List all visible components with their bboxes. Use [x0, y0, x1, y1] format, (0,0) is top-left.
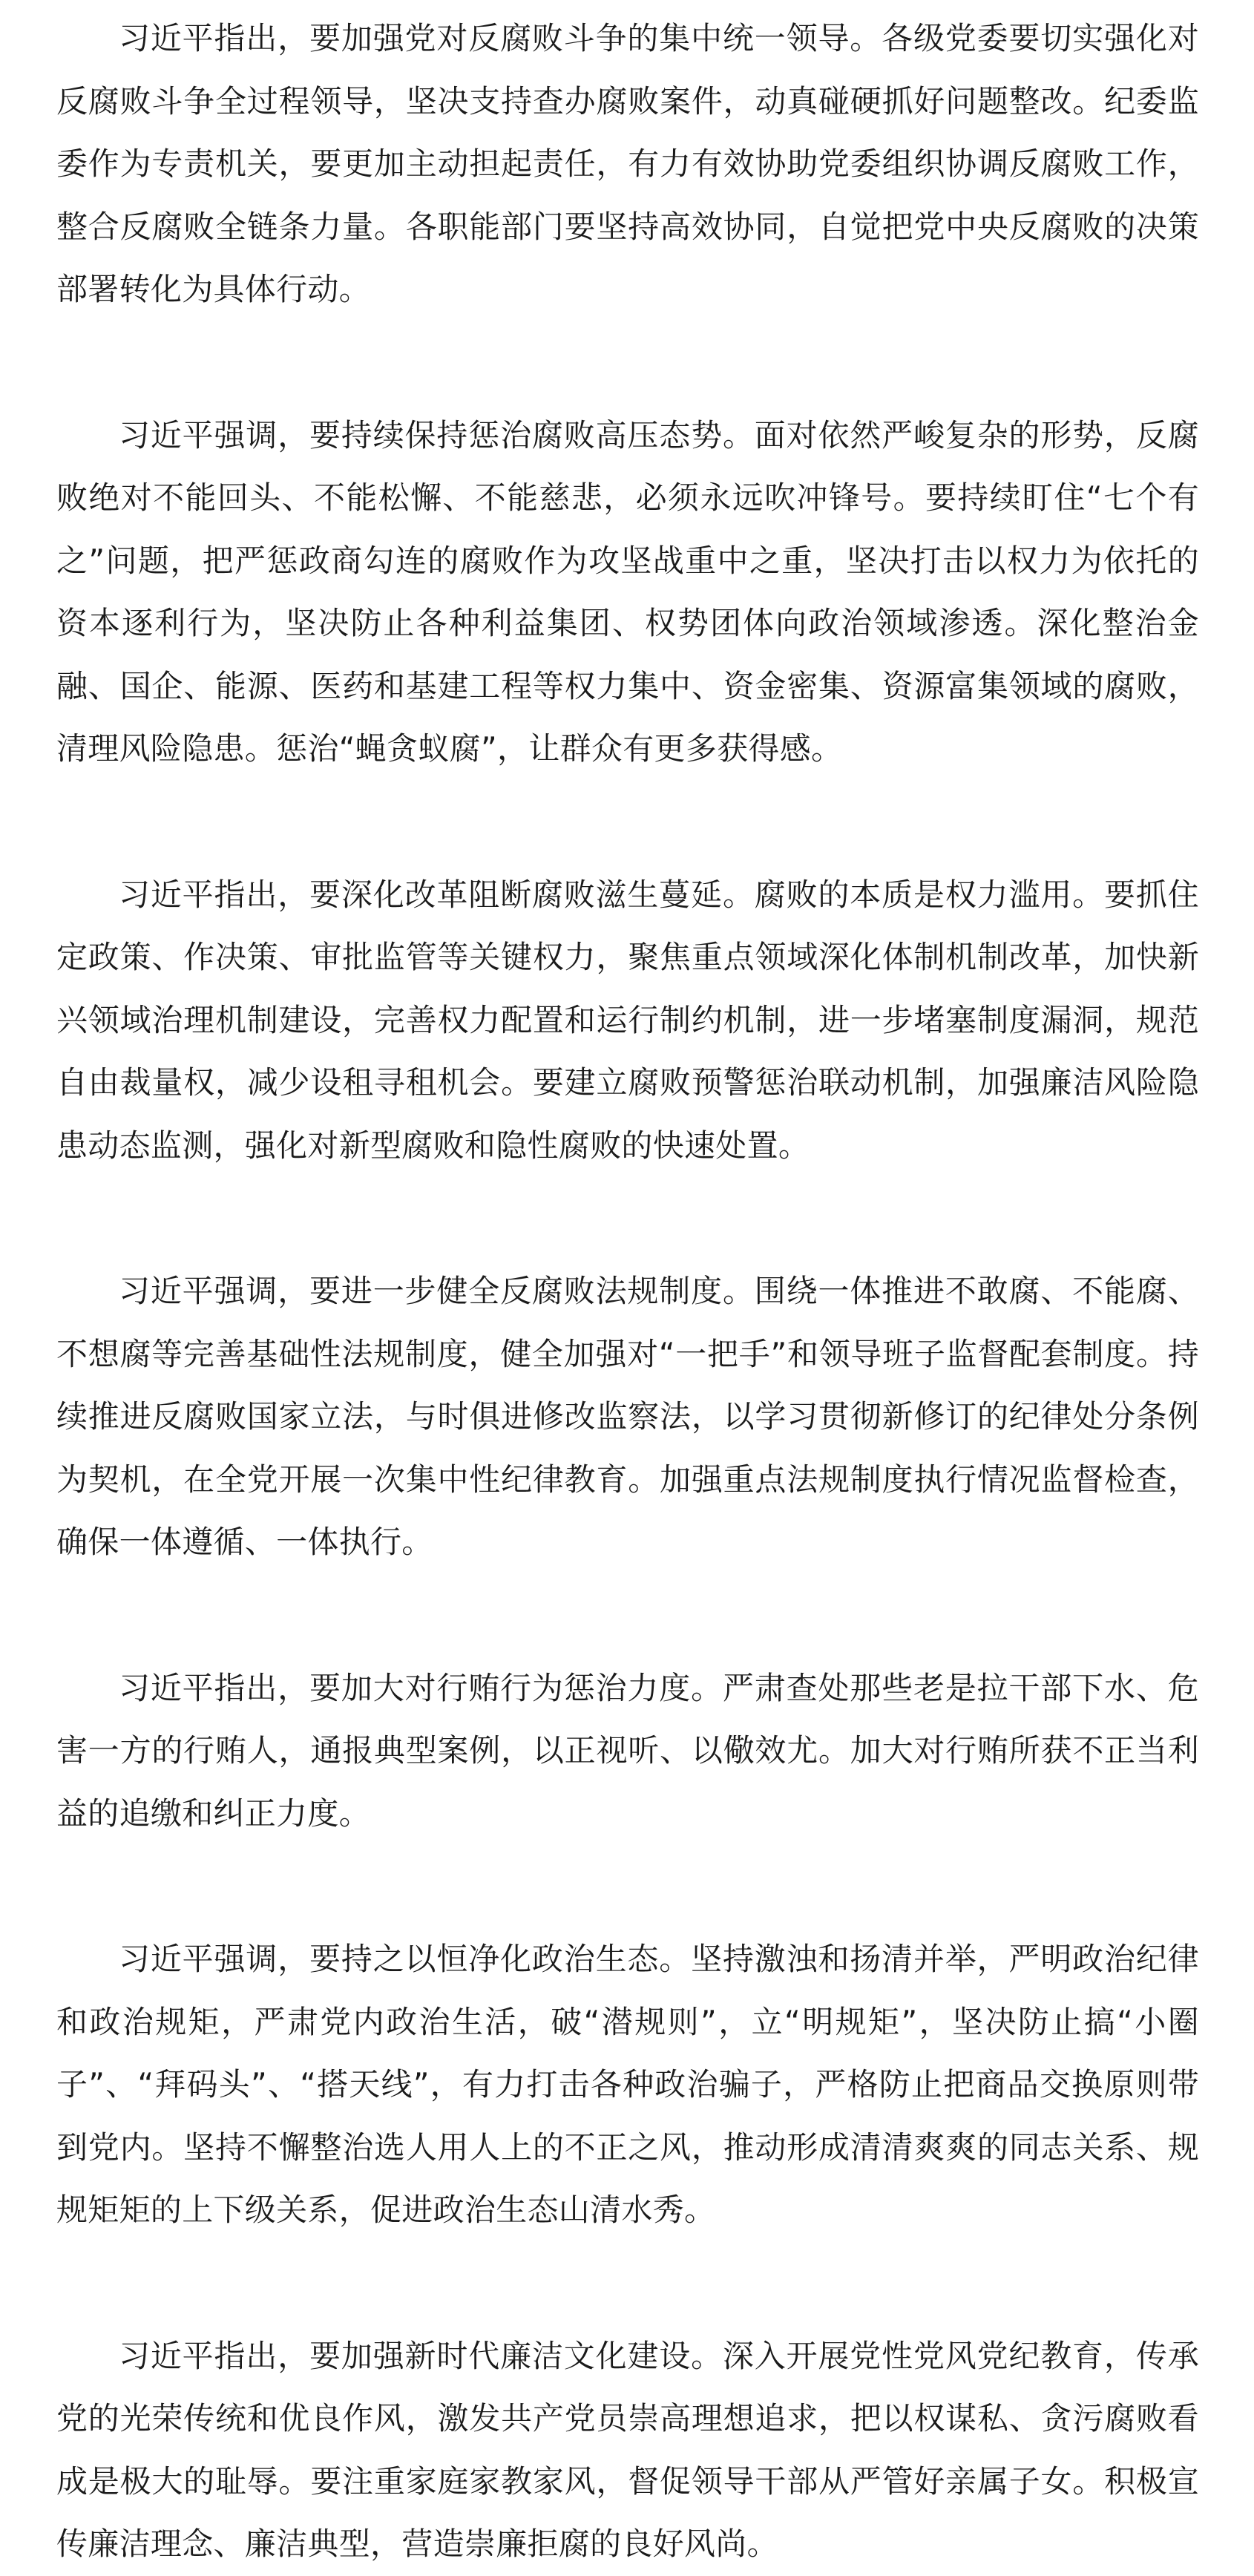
paragraph-7: 习近平指出，要加强新时代廉洁文化建设。深入开展党性党风党纪教育，传承党的光荣传统和优良作风，激发共产党员崇高理想追求，把以权谋私、贪污腐败看成是极大的耻辱。要注重家庭家教家风，督促领导干部从严管好亲属子女。积极宣传廉洁理念、廉洁典型，营造崇廉拒腐的良好风尚。: [56, 2337, 1199, 2562]
paragraph-4: 习近平强调，要进一步健全反腐败法规制度。围绕一体推进不敢腐、不能腐、不想腐等完善基础性法规制度，健全加强对“一把手”和领导班子监督配套制度。持续推进反腐败国家立法，与时俱进修改监察法，以学习贯彻新修订的纪律处分条例为契机，在全党开展一次集中性纪律教育。加强重点法规制度执行情况监督检查，确保一体遵循、一体执行。: [56, 1273, 1199, 1560]
paragraph-3: 习近平指出，要深化改革阻断腐败滋生蔓延。腐败的本质是权力滥用。要抓住定政策、作决策、审批监管等关键权力，聚焦重点领域深化体制机制改革，加快新兴领域治理机制建设，完善权力配置和运行制约机制，进一步堵塞制度漏洞，规范自由裁量权，减少设租寻租机会。要建立腐败预警惩治联动机制，加强廉洁风险隐患动态监测，强化对新型腐败和隐性腐败的快速处置。: [56, 876, 1199, 1164]
article-body: [56, 7, 1199, 2576]
paragraph-1: 习近平指出，要加强党对反腐败斗争的集中统一领导。各级党委要切实强化对反腐败斗争全过程领导，坚决支持查办腐败案件，动真碰硬抓好问题整改。纪委监委作为专责机关，要更加主动担起责任，有力有效协助党委组织协调反腐败工作，整合反腐败全链条力量。各职能部门要坚持高效协同，自觉把党中央反腐败的决策部署转化为具体行动。: [56, 20, 1199, 307]
paragraph-2: 习近平强调，要持续保持惩治腐败高压态势。面对依然严峻复杂的形势，反腐败绝对不能回头、不能松懈、不能慈悲，必须永远吹冲锋号。要持续盯住“七个有之”问题，把严惩政商勾连的腐败作为攻坚战重中之重，坚决打击以权力为依托的资本逐利行为，坚决防止各种利益集团、权势团体向政治领域渗透。深化整治金融、国企、能源、医药和基建工程等权力集中、资金密集、资源富集领域的腐败，清理风险隐患。惩治“蝇贪蚁腐”，让群众有更多获得感。: [56, 416, 1199, 767]
paragraph-6: 习近平强调，要持之以恒净化政治生态。坚持激浊和扬清并举，严明政治纪律和政治规矩，严肃党内政治生活，破“潜规则”，立“明规矩”，坚决防止搞“小圈子”、“拜码头”、“搭天线”，有力打击各种政治骗子，严格防止把商品交换原则带到党内。坚持不懈整治选人用人上的不正之风，推动形成清清爽爽的同志关系、规规矩矩的上下级关系，促进政治生态山清水秀。: [56, 1941, 1199, 2228]
paragraph-5: 习近平指出，要加大对行贿行为惩治力度。严肃查处那些老是拉干部下水、危害一方的行贿人，通报典型案例，以正视听、以儆效尤。加大对行贿所获不正当利益的追缴和纠正力度。: [56, 1669, 1199, 1832]
